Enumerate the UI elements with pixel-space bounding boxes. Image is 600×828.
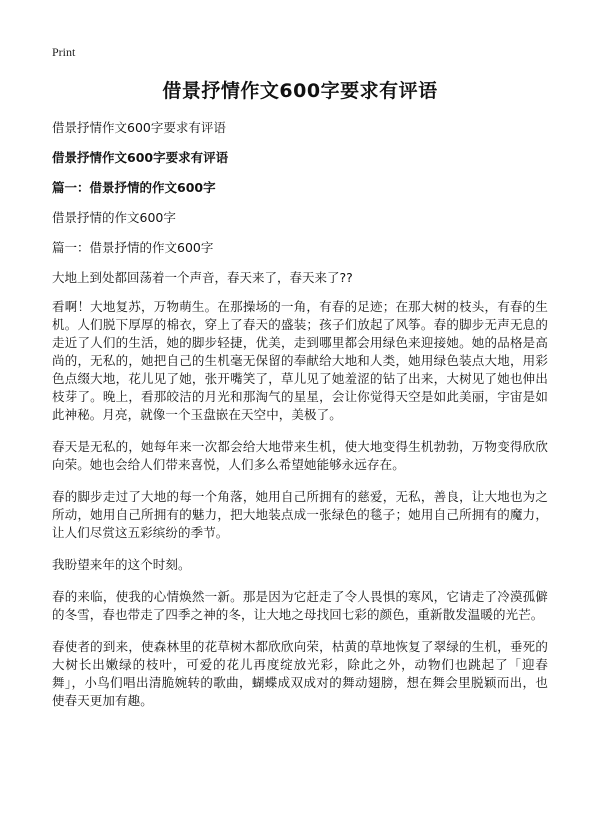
paragraph-1: 看啊！大地复苏，万物萌生。在那操场的一角，有春的足迹；在那大树的枝头，有春的生机。人们脱下厚厚的棉衣，穿上了春天的盛装；孩子们放起了风筝。春的脚步无声无息的走近了人们的生活，她的脚步轻捷，优美，走到哪里都会用绿色来迎接她。她的品格是高尚的，无私的，她把自己的生机毫无保留的奉献给大地和人类，她用绿色装点大地，用彩色点缀大地，花儿见了她，张开嘴笑了，草儿见了她羞涩的钻了出来，大树见了她也伸出枝芽了。晚上，看那皎洁的月光和那淘气的星星，会让你觉得天空是如此美丽，宇宙是如此神秘。月亮，就像一个玉盘嵌在天空中，美极了。 bbox=[52, 299, 548, 422]
opening-line: 大地上到处都回荡着一个声音，春天来了，春天来了?? bbox=[52, 270, 353, 285]
paragraph-2: 春天是无私的，她每年来一次都会给大地带来生机，使大地变得生机勃勃，万物变得欣欣向荣。她也会给人们带来喜悦，人们多么希望她能够永远存在。 bbox=[52, 439, 548, 472]
article-title-line: 借景抒情的作文600字 bbox=[52, 210, 176, 225]
article-section-line: 篇一：借景抒情的作文600字 bbox=[52, 240, 214, 255]
section-heading: 篇一：借景抒情的作文600字 bbox=[52, 180, 216, 195]
print-link[interactable]: Print bbox=[52, 45, 76, 59]
paragraph-4: 我盼望来年的这个时刻。 bbox=[52, 557, 191, 572]
page-title: 借景抒情作文600字要求有评语 bbox=[162, 80, 438, 102]
subtitle-line: 借景抒情作文600字要求有评语 bbox=[52, 120, 226, 135]
paragraph-3: 春的脚步走过了大地的每一个角落，她用自己所拥有的慈爱，无私，善良，让大地也为之所动，她用自己所拥有的魅力，把大地装点成一张绿色的毯子；她用自己所拥有的魔力，让人们尽赏这五彩缤纷的季节。 bbox=[52, 489, 548, 540]
paragraph-6: 春使者的到来，使森林里的花草树木都欣欣向荣，枯黄的草地恢复了翠绿的生机，垂死的大树长出嫩绿的枝叶，可爱的花儿再度绽放光彩，除此之外，动物们也跳起了「迎春舞」，小鸟们唱出清脆婉转的歌曲，蝴蝶成双成对的舞动翅膀，想在舞会里脱颖而出，也使春天更加有趣。 bbox=[52, 639, 548, 708]
bold-subtitle-line: 借景抒情作文600字要求有评语 bbox=[52, 150, 229, 165]
paragraph-5: 春的来临，使我的心情焕然一新。那是因为它赶走了令人畏惧的寒风，它请走了冷漠孤僻的冬雪，春也带走了四季之神的冬，让大地之母找回七彩的颜色，重新散发温暖的光芒。 bbox=[52, 589, 548, 622]
